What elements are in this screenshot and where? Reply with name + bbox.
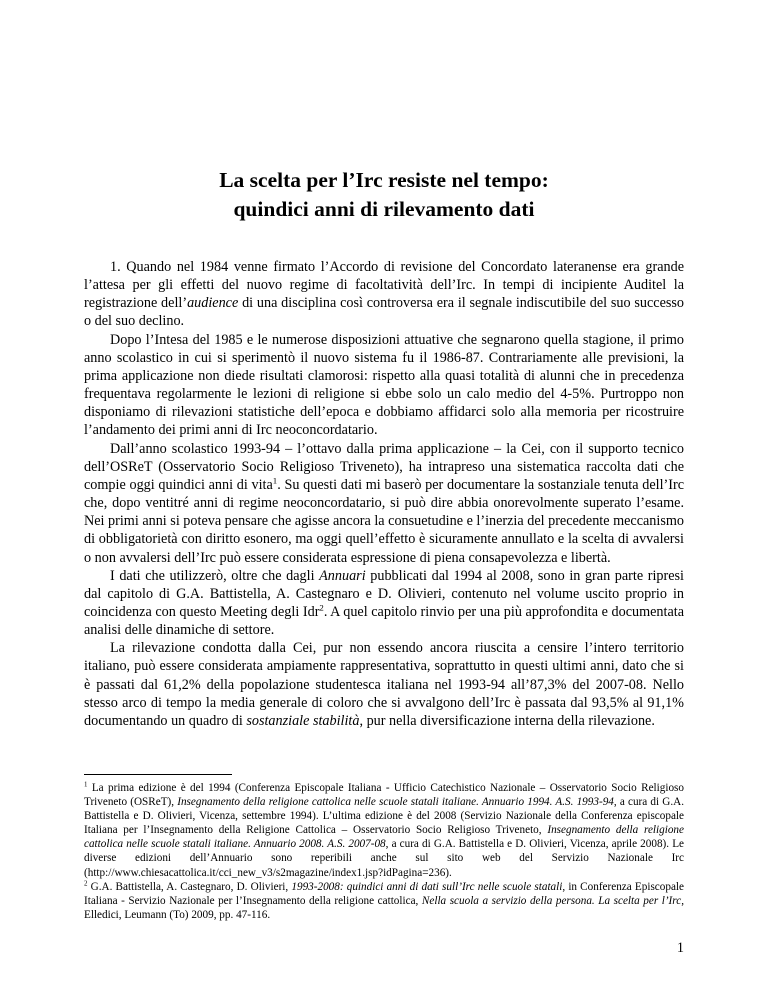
paragraph xyxy=(84,639,684,730)
italic-text: sostanziale stabilità xyxy=(246,712,360,729)
title-line-1: La scelta per l’Irc resiste nel tempo: xyxy=(219,168,549,192)
italic-text: audience xyxy=(187,295,239,312)
paragraph xyxy=(84,440,684,567)
text-run: , Elledici, Leumann (To) 2009, pp. 47-116. xyxy=(84,894,684,921)
text-run: . A quel capitolo rinvio per una più approfondita e documentata analisi delle dinamiche di settore. xyxy=(84,603,684,639)
text-run: . Su questi dati mi baserò per documentare la sostanziale tenuta dell’Irc che, dopo ventitré anni di regime neoconcordatario, si può dire abbia onorevolmente superato l’esame. Nei primi anni si poteva pensare che agisse ancora la consuetudine e l’inerzia del precedente meccanismo di obbligatorietà con diritto esonero, ma oggi quell’effetto è sicuramente annullato e la scelta di avvalersi o non avvalersi dell’Irc può essere considerata espressione di piena consapevolezza e libertà. xyxy=(84,476,684,566)
italic-text: Insegnamento della religione cattolica nelle scuole statali italiane. Annuario 1994. A.S. 1993-94 xyxy=(177,796,614,809)
italic-text: Nella scuola a servizio della persona. La scelta per l’Irc xyxy=(421,894,682,907)
text-run: , pur nella diversificazione interna della rilevazione. xyxy=(359,712,655,729)
text-run: La prima edizione è del 1994 (Conferenza Episcopale Italiana - Ufficio Catechistico Nazionale – Osservatorio Socio Religioso Triveneto (OSReT), xyxy=(84,782,684,809)
text-run: I dati che utilizzerò, oltre che dagli xyxy=(110,567,320,584)
footnote-separator xyxy=(84,774,232,775)
text-run: , in Conferenza Episcopale Italiana - Servizio Nazionale per l’Insegnamento della religione cattolica, xyxy=(84,880,684,907)
footnote-marker: 1 xyxy=(272,475,278,486)
text-run: pubblicati dal 1994 al 2008, sono in gran parte ripresi dal capitolo di G.A. Battistella, A. Castegnaro e D. Olivieri, contenuto nel volume uscito proprio in coincidenza con questo Meeting degli Idr xyxy=(84,567,684,620)
title-line-2: quindici anni di rilevamento dati xyxy=(233,197,535,221)
paragraph xyxy=(84,258,684,331)
italic-text: 1993-2008: quindici anni di dati sull’Irc nelle scuole statali xyxy=(291,880,563,893)
footnote xyxy=(84,781,684,880)
page-number: 1 xyxy=(676,940,684,956)
text-run: Dall’anno scolastico 1993-94 – l’ottavo dalla prima applicazione – la Cei, con il supporto tecnico dell’OSReT (Osservatorio Socio Religioso Triveneto), ha intrapreso una sistematica raccolta dati che compie oggi quindici anni di vita xyxy=(84,440,684,493)
paragraph xyxy=(84,331,684,440)
footnotes xyxy=(84,781,684,922)
italic-text: Insegnamento della religione cattolica nelle scuole statali italiane. Annuario 2008. A.S. 2007-08 xyxy=(84,824,684,851)
text-run: G.A. Battistella, A. Castegnaro, D. Olivieri, xyxy=(87,880,292,893)
text-run: 1. Quando nel 1984 venne firmato l’Accordo di revisione del Concordato lateranense era grande l’attesa per gli effetti del nuovo regime di facoltatività dell’Irc. In tempi di incipiente Auditel la registrazione dell’ xyxy=(84,259,684,312)
body-text xyxy=(84,258,684,730)
italic-text: Annuari xyxy=(319,567,366,584)
text-run: La rilevazione condotta dalla Cei, pur non essendo ancora riuscita a censire l’intero territorio italiano, può essere considerata ampiamente rappresentativa, soprattutto in questi ultimi anni, dato che si è passati dal 61,2% della popolazione studentesca italiana nel 1993-94 all’87,3% del 2007-08. Nello stesso arco di tempo la media generale di coloro che si avvalgono dell’Irc è passata dal 93,5% al 91,1% documentando un quadro di xyxy=(84,640,684,729)
text-run: , a cura di G.A. Battistella e D. Olivieri, Vicenza, settembre 1994). L’ultima edizione è del 2008 (Servizio Nazionale della Conferenza episcopale Italiana per l’Insegnamento della Religione Cattolica – Osservatorio Socio Religioso Triveneto, xyxy=(84,796,685,837)
text-run: di una disciplina così controversa era il segnale indiscutibile del suo successo o del suo declino. xyxy=(84,295,684,330)
footnote xyxy=(84,880,684,922)
footnote-marker: 1 xyxy=(84,780,88,789)
footnote-marker: 2 xyxy=(319,602,324,613)
paragraph xyxy=(84,567,684,640)
footnote-marker: 2 xyxy=(84,878,88,887)
text-run: Dopo l’Intesa del 1985 e le numerose disposizioni attuative che segnarono quella stagione, il primo anno scolastico in cui si sperimentò il nuovo sistema fu il 1986-87. Contrariamente alle previsioni, la prima applicazione non diede risultati clamorosi: rispetto alla quasi totalità di alunni che in precedenza frequentava regolarmente le lezioni di religione si ebbe solo un calo medio del 4-5%. Purtroppo non disponiamo di rilevazioni statistiche dell’epoca e dobbiamo affidarci solo alla memoria per ricostruire l’andamento dei primi anni di Irc neoconcordatario. xyxy=(84,331,684,439)
document-title xyxy=(110,166,658,224)
text-run: , a cura di G.A. Battistella e D. Olivieri, Vicenza, aprile 2008). Le diverse edizioni dell’Annuario sono reperibili anche sul sito web del Servizio Nazionale Irc (http://www.chiesacattolica.it/cci_new_v3/s2magazine/index1.jsp?idPagina=236). xyxy=(84,838,684,879)
